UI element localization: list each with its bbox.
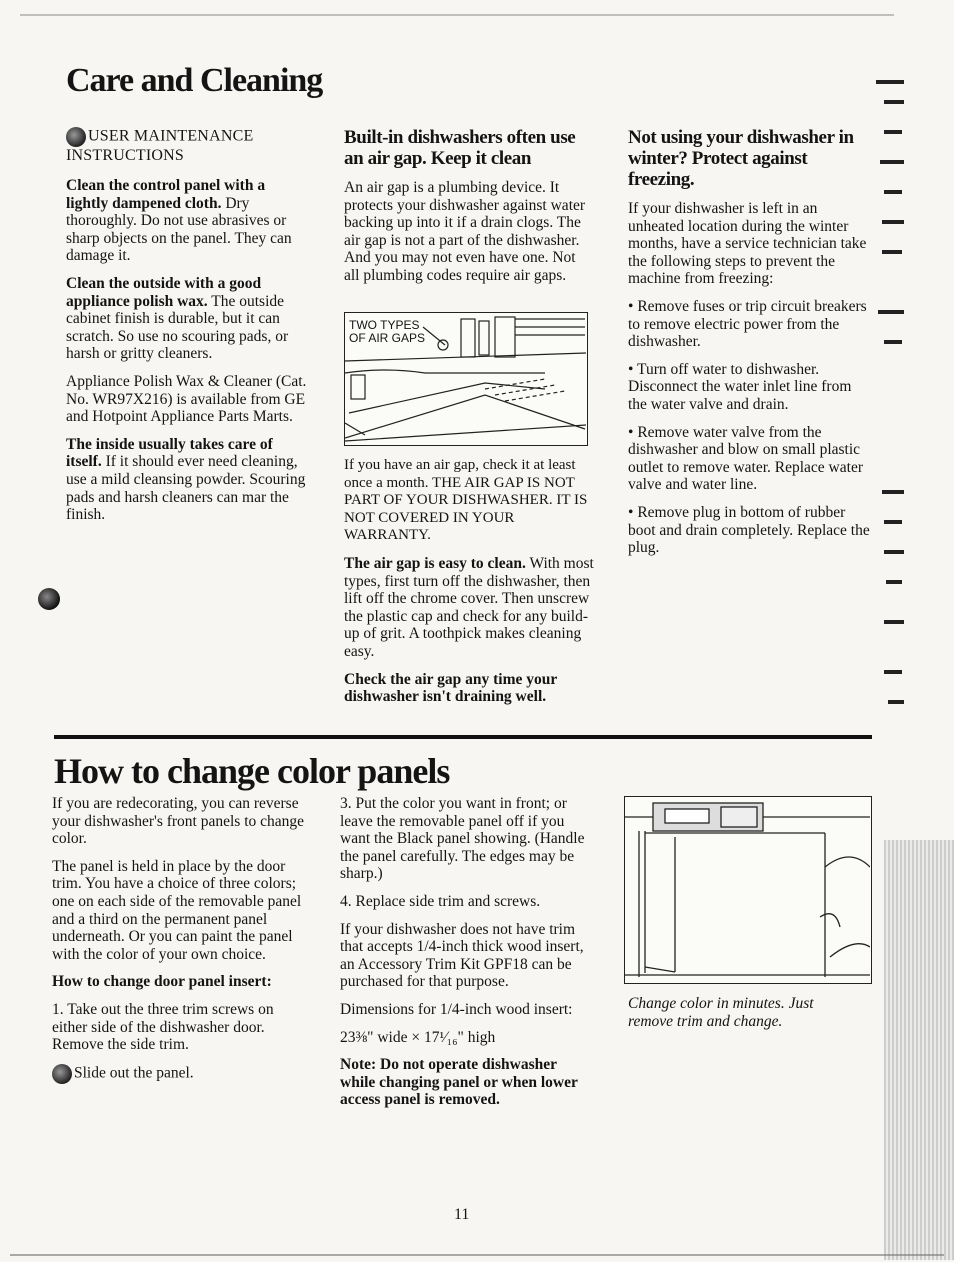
user-maintenance-heading: USER MAINTENANCE INSTRUCTIONS [66,127,254,164]
panel-held-paragraph: The panel is held in place by the door trim. You have a choice of three colors; one on each side of the removable panel and a third on the permanent panel underneath. Or you can paint the panel with the color of your own choice. [52,857,302,963]
bullet-dot-icon [66,127,86,147]
color-panels-column-2 [340,795,590,1119]
air-gap-check-paragraph: If you have an air gap, check it at least once a month. THE AIR GAP IS NOT PART OF YOUR DISHWASHER. IT IS NOT COVERED IN YOUR WARRANTY. [344,457,588,544]
dimensions-value: 23⅜" wide × 17¹⁄₁₆" high [340,1028,496,1046]
page-number: 11 [454,1206,470,1223]
air-gap-intro: An air gap is a plumbing device. It protects your dishwasher against water backing up into it if a drain clogs. The air gap is not a part of the dishwasher. And you may not even have one. Not all plumbing codes require air gaps. [344,179,586,284]
air-gap-heading: Built-in dishwashers often use an air gap. Keep it clean [344,127,576,169]
door-panel-subheading: How to change door panel insert: [52,973,272,991]
scan-bottom-line [10,1254,944,1256]
user-maintenance-column [66,127,311,534]
winter-bullet: • Remove plug in bottom of rubber boot and drain completely. Replace the plug. [628,503,870,557]
operate-note: Note: Do not operate dishwasher while changing panel or when lower access panel is removed. [340,1056,578,1109]
color-panels-title: How to change color panels [54,751,450,791]
step-2: Slide out the panel. [52,1064,307,1084]
control-panel-paragraph: Clean the control panel with a lightly dampened cloth. Dry thoroughly. Do not use abrasives or sharp objects on the panel. They can damage it. [66,177,292,265]
air-gap-column [344,127,594,295]
air-gap-figure-label: TWO TYPES OF AIR GAPS [349,318,426,345]
scan-top-line [20,14,894,16]
redecorating-paragraph: If you are redecorating, you can reverse your dishwasher's front panels to change color. [52,795,305,848]
section-divider [54,735,872,739]
winter-intro: If your dishwasher is left in an unheated location during the winter months, have a service technician take the following steps to prevent the machine from freezing: [628,200,867,288]
scan-edge-artifacts [874,50,954,1250]
air-gap-column-lower [344,457,594,716]
wood-insert-paragraph: If your dishwasher does not have trim that accepts 1/4-inch thick wood insert, an Accessory Trim Kit GPF18 can be purchased for that purpose. [340,920,584,991]
dishwasher-door-drawing [625,797,870,982]
color-panels-column-1 [52,795,307,1094]
dimensions-label: Dimensions for 1/4-inch wood insert: [340,1000,573,1018]
air-gap-clean-paragraph: The air gap is easy to clean. With most types, first turn off the dishwasher, then lift off the chrome cover. Then unscrew the plastic cap and check for any build-up of grit. A toothpick makes cleaning easy. [344,554,594,660]
panel-caption: Change color in minutes. Just remove trim and change. [628,995,814,1030]
air-gap-illustration [344,312,588,446]
winter-heading: Not using your dishwasher in winter? Protect against freezing. [628,127,854,190]
step-3: 3. Put the color you want in front; or leave the removable panel off if you want the Black panel showing. (Handle the panel carefully. The edges may be sharp.) [340,795,585,883]
bullet-dot-icon [52,1064,72,1084]
bullet-dot-icon [38,588,60,610]
winter-bullet: • Remove water valve from the dishwasher and blow on small plastic outlet to remove water. Replace water valve and water line. [628,423,863,494]
outside-paragraph: Clean the outside with a good appliance polish wax. The outside cabinet finish is durable, but it can scratch. So use no scouring pads, or harsh or gritty cleaners. [66,274,289,363]
polish-wax-paragraph: Appliance Polish Wax & Cleaner (Cat. No. WR97X216) is available from GE and Hotpoint Appliance Parts Marts. [66,372,307,426]
winter-bullet: • Remove fuses or trip circuit breakers to remove electric power from the dishwasher. [628,297,867,351]
care-and-cleaning-title: Care and Cleaning [66,62,323,99]
step-4: 4. Replace side trim and screws. [340,892,541,910]
air-gap-check-note: Check the air gap any time your dishwasher isn't draining well. [344,670,557,706]
winter-column [628,127,873,567]
step-1: 1. Take out the three trim screws on either side of the dishwasher door. Remove the side trim. [52,1000,274,1054]
winter-bullet: • Turn off water to dishwasher. Disconnect the water inlet line from the water valve and drain. [628,360,852,413]
dishwasher-panel-illustration [624,796,872,984]
inside-paragraph: The inside usually takes care of itself. If it should ever need cleaning, use a mild cleansing powder. Scouring pads and harsh cleaners can mar the finish. [66,435,306,524]
